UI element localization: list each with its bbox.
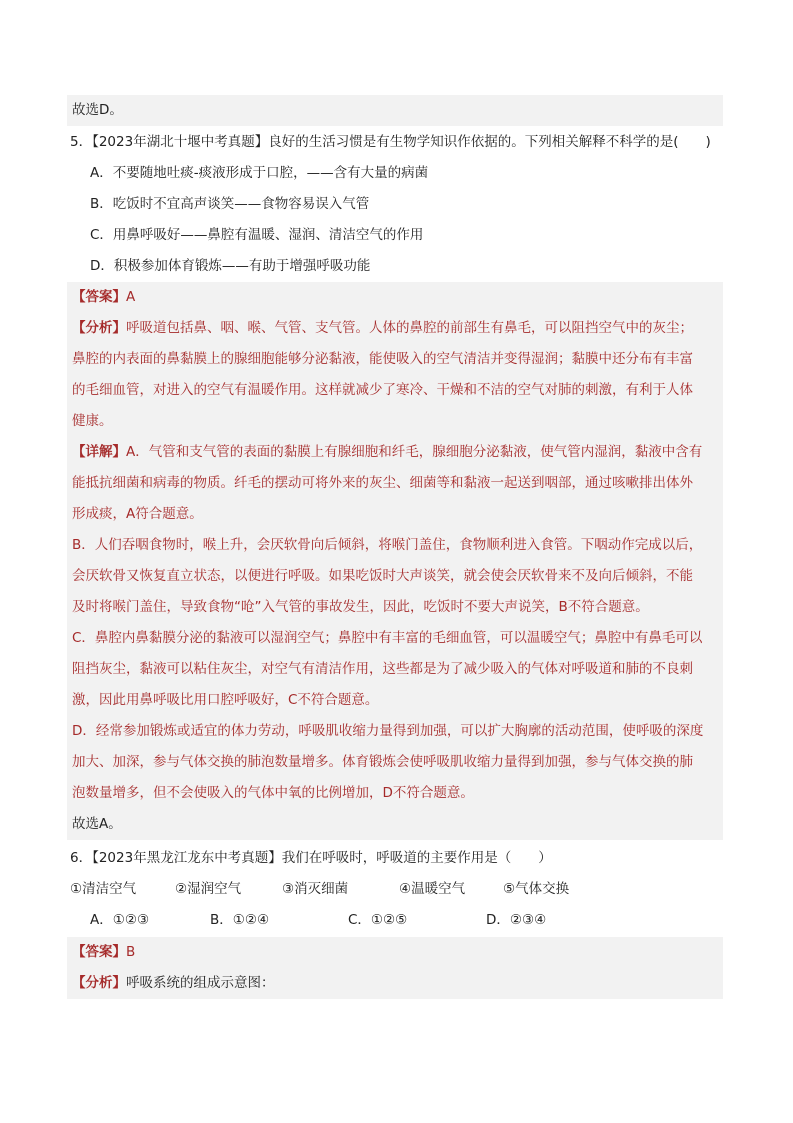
q5-analysis-text-1: 呼吸道包括鼻、咽、喉、气管、支气管。人体的鼻腔的前部生有鼻毛，可以阻挡空气中的灰尘； [126, 320, 693, 336]
q6-options [90, 905, 546, 936]
q5-option-b: B．吃饭时不宜高声谈笑——食物容易误入气管 [90, 196, 370, 212]
q5-detail-label: 【详解】 [72, 444, 126, 460]
q6-stem: 我们在呼吸时，呼吸道的主要作用是（ ） [281, 850, 552, 866]
q5-detail-line-7: C．鼻腔内鼻黏膜分泌的黏液可以湿润空气；鼻腔中有丰富的毛细血管，可以温暖空气；鼻腔中有鼻毛可以 [67, 623, 723, 654]
q5-conclusion: 故选A。 [67, 809, 723, 840]
q6-answer-label: 【答案】 [72, 944, 126, 960]
q4-conclusion: 故选D。 [67, 95, 723, 126]
q6-item-3: ③消灭细菌 [282, 881, 349, 897]
q5-detail-line-11: 加大、加深，参与气体交换的肺泡数量增多。体育锻炼会使呼吸肌收缩力量得到加强，参与气体交换的肺 [67, 747, 723, 778]
q6-items [70, 874, 569, 905]
q6-analysis-text: 呼吸系统的组成示意图： [126, 975, 275, 991]
q6-source: 【2023年黑龙江龙东中考真题】 [92, 850, 282, 866]
q6-item-5: ⑤气体交换 [503, 881, 570, 897]
q6-analysis-line [67, 968, 723, 999]
q6-answer-value: B [126, 944, 136, 960]
q6-answer-block [67, 937, 723, 968]
q6-option-c: C．①②⑤ [348, 912, 408, 928]
q5-analysis-line-1 [67, 313, 723, 344]
q5-number: 5． [70, 134, 93, 150]
q6-option-b: B．①②④ [210, 912, 270, 928]
q5-detail-line-10: D．经常参加锻炼或适宜的体力劳动，呼吸肌收缩力量得到加强，可以扩大胸廓的活动范围，使呼吸的深度 [67, 716, 723, 747]
q5-option-d: D．积极参加体育锻炼——有助于增强呼吸功能 [90, 258, 371, 274]
q5-analysis-line-2: 鼻腔的内表面的鼻黏膜上的腺细胞能够分泌黏液，能使吸入的空气清洁并变得湿润；黏膜中还分布有丰富 [67, 344, 723, 375]
q5-stem: 良好的生活习惯是有生物学知识作依据的。下列相关解释不科学的是( ) [268, 134, 711, 150]
q5-answer-label: 【答案】 [72, 289, 126, 305]
q6-option-a: A．①②③ [90, 912, 150, 928]
q5-stem-line [70, 127, 711, 158]
q6-option-d: D．②③④ [486, 912, 547, 928]
q5-analysis-label: 【分析】 [72, 320, 126, 336]
q5-option-c: C．用鼻呼吸好——鼻腔有温暖、湿润、清洁空气的作用 [90, 227, 424, 243]
q5-detail-line-6: 及时将喉门盖住，导致食物“呛”入气管的事故发生，因此，吃饭时不要大声说笑，B不符合题意。 [67, 592, 723, 623]
q6-number: 6． [70, 850, 93, 866]
q5-detail-line-8: 阻挡灰尘，黏液可以粘住灰尘，对空气有清洁作用，这些都是为了减少吸入的气体对呼吸道和肺的不良刺 [67, 654, 723, 685]
q5-analysis-line-3: 的毛细血管，对进入的空气有温暖作用。这样就减少了寒冷、干燥和不洁的空气对肺的刺激，有利于人体 [67, 375, 723, 406]
q5-detail-text-1: A．气管和支气管的表面的黏膜上有腺细胞和纤毛，腺细胞分泌黏液，使气管内湿润，黏液中含有 [126, 444, 703, 460]
q5-detail-line-12: 泡数量增多，但不会使吸入的气体中氧的比例增加，D不符合题意。 [67, 778, 723, 809]
q5-detail-line-4: B．人们吞咽食物时，喉上升，会厌软骨向后倾斜，将喉门盖住，食物顺利进入食管。下咽动作完成以后， [67, 530, 723, 561]
q6-item-4: ④温暖空气 [399, 881, 466, 897]
q5-detail-line-1 [67, 437, 723, 468]
q5-answer-block [67, 282, 723, 313]
q5-detail-line-3: 形成痰，A符合题意。 [67, 499, 723, 530]
q5-analysis-line-4: 健康。 [67, 406, 723, 437]
q6-stem-line [70, 843, 552, 874]
q5-detail-line-9: 激，因此用鼻呼吸比用口腔呼吸好，C不符合题意。 [67, 685, 723, 716]
q5-answer-value: A [126, 289, 136, 305]
q6-analysis-label: 【分析】 [72, 975, 126, 991]
q5-option-a: A．不要随地吐痰-痰液形成于口腔，——含有大量的病菌 [90, 165, 429, 181]
q6-item-1: ①清洁空气 [70, 881, 137, 897]
q5-detail-line-5: 会厌软骨又恢复直立状态，以便进行呼吸。如果吃饭时大声谈笑，就会使会厌软骨来不及向后倾斜，不能 [67, 561, 723, 592]
q5-source: 【2023年湖北十堰中考真题】 [92, 134, 269, 150]
q6-item-2: ②湿润空气 [175, 881, 242, 897]
q5-detail-line-2: 能抵抗细菌和病毒的物质。纤毛的摆动可将外来的灰尘、细菌等和黏液一起送到咽部，通过咳嗽排出体外 [67, 468, 723, 499]
